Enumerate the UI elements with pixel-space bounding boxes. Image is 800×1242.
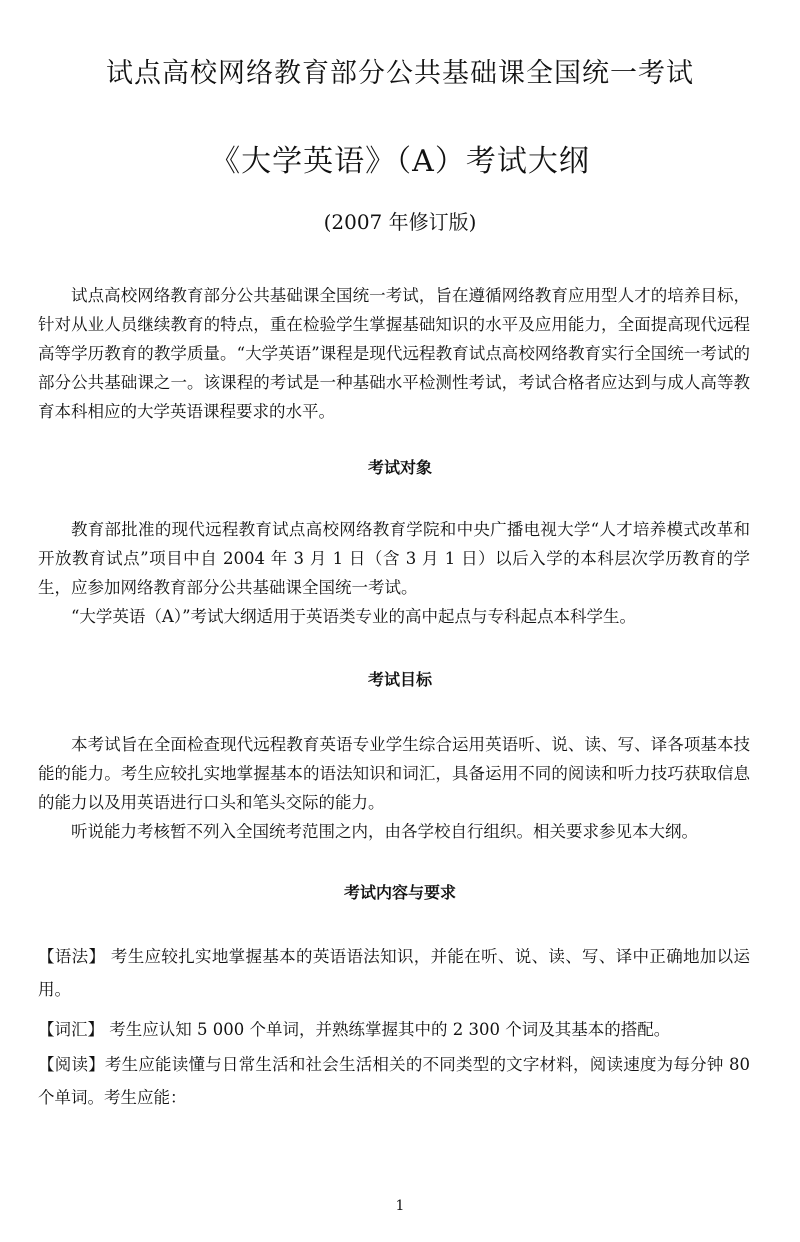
content-item-reading	[38, 1048, 750, 1114]
item-text-grammar: 考生应较扎实地掌握基本的英语语法知识，并能在听、说、读、写、译中正确地加以运用。	[38, 947, 750, 999]
intro-paragraph: 试点高校网络教育部分公共基础课全国统一考试，旨在遵循网络教育应用型人才的培养目标，针对从业人员继续教育的特点，重在检验学生掌握基础知识的水平及应用能力，全面提高现代远程高等学历教育的教学质量。“大学英语”课程是现代远程教育试点高校网络教育实行全国统一考试的部分公共基础课之一。该课程的考试是一种基础水平检测性考试，考试合格者应达到与成人高等教育本科相应的大学英语课程要求的水平。	[38, 286, 750, 421]
goal-paragraph-1: 本考试旨在全面检查现代远程教育英语专业学生综合运用英语听、说、读、写、译各项基本技能的能力。考生应较扎实地掌握基本的语法知识和词汇，具备运用不同的阅读和听力技巧获取信息的能力以及用英语进行口头和笔头交际的能力。	[38, 735, 750, 812]
target-paragraph-2: “大学英语（A）”考试大纲适用于英语类专业的高中起点与专科起点本科学生。	[71, 607, 637, 626]
item-text-vocabulary: 考生应认知 5 000 个单词，并熟练掌握其中的 2 300 个词及其基本的搭配。	[104, 1020, 671, 1039]
target-paragraph-1: 教育部批准的现代远程教育试点高校网络教育学院和中央广播电视大学“人才培养模式改革和开放教育试点”项目中自 2004 年 3 月 1 日（含 3 月 1 日）以后入学的本科层次学历教育的学生，应参加网络教育部分公共基础课全国统一考试。	[38, 520, 750, 597]
goal-paragraph-2: 听说能力考核暂不列入全国统考范围之内，由各学校自行组织。相关要求参见本大纲。	[71, 822, 698, 841]
page-number: 1	[395, 1198, 405, 1214]
content-item-grammar	[38, 940, 750, 1006]
section-heading-goal: 考试目标	[367, 670, 432, 689]
section-heading-content: 考试内容与要求	[343, 883, 456, 902]
item-tag-grammar: 【语法】	[38, 947, 106, 966]
content-item-vocabulary	[38, 1013, 750, 1046]
section-heading-target: 考试对象	[367, 458, 432, 477]
document-subtitle: 《大学英语》（A）考试大纲	[210, 144, 590, 179]
item-text-reading: 考生应能读懂与日常生活和社会生活相关的不同类型的文字材料，阅读速度为每分钟 80 个单词。考生应能：	[38, 1055, 751, 1107]
item-tag-reading: 【阅读】	[38, 1055, 105, 1074]
item-tag-vocabulary: 【词汇】	[38, 1020, 104, 1039]
document-title: 试点高校网络教育部分公共基础课全国统一考试	[106, 58, 694, 89]
revision-note: (2007 年修订版)	[323, 210, 477, 234]
